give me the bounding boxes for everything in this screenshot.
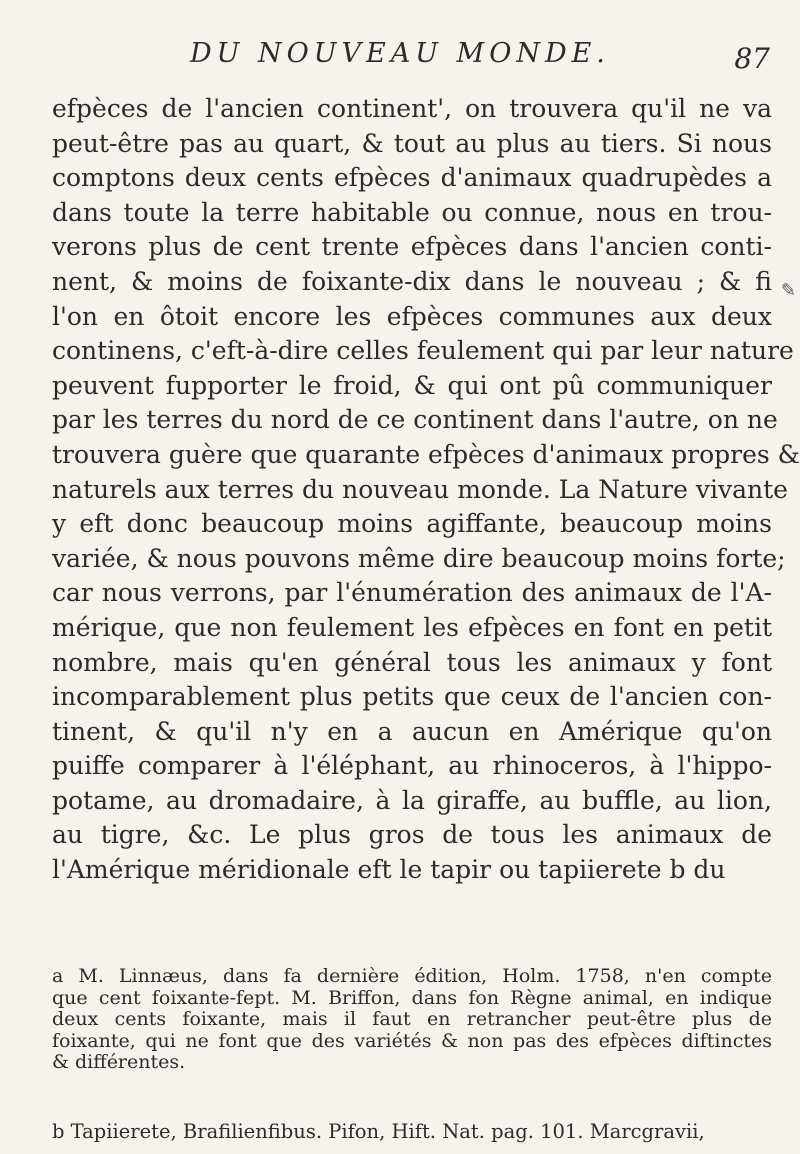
text-line: trouvera guère que quarante efpèces d'animaux propres & (52, 439, 800, 469)
margin-mark-icon: ✎ (780, 280, 796, 301)
text-line: tinent, & qu'il n'y en a aucun en Amérique qu'on (52, 716, 772, 746)
text-line: comptons deux cents efpèces d'animaux quadrupèdes a (52, 163, 772, 193)
text-line: continens, c'eft-à-dire celles feulement qui par leur nature (52, 336, 794, 366)
text-line: mérique, que non feulement les efpèces en font en petit (52, 612, 772, 642)
running-title: DU NOUVEAU MONDE. (190, 38, 610, 69)
text-line: nombre, mais qu'en général tous les animaux y font (52, 647, 772, 677)
page-header (190, 38, 770, 78)
footnote-a (52, 966, 772, 1074)
text-line: au tigre, &c. Le plus gros de tous les animaux de (52, 820, 772, 850)
footnote-line: deux cents foixante, mais il faut en retrancher peut-être plus de (52, 1008, 772, 1031)
text-line: nent, & moins de foixante-dix dans le nouveau ; & fi (52, 266, 772, 296)
text-line: peut-être pas au quart, & tout au plus au tiers. Si nous (52, 128, 772, 158)
main-paragraph (52, 92, 800, 888)
text-line: potame, au dromadaire, à la giraffe, au buffle, au lion, (52, 785, 772, 815)
text-line: efpèces de l'ancien continent', on trouvera qu'il ne va (52, 94, 772, 123)
footnote-line: foixante, qui ne font que des variétés & non pas des efpèces diftinctes (52, 1029, 772, 1052)
text-line: incomparablement plus petits que ceux de l'ancien con- (52, 682, 772, 712)
footnote-line: que cent foixante-fept. M. Briffon, dans fon Règne animal, en indique (52, 986, 772, 1009)
text-line: par les terres du nord de ce continent dans l'autre, on ne (52, 405, 778, 435)
text-line: verons plus de cent trente efpèces dans l'ancien conti- (52, 232, 772, 262)
text-line: l'on en ôtoit encore les efpèces communes aux deux (52, 301, 772, 331)
text-line: l'Amérique méridionale eft le tapir ou tapiierete b du (52, 855, 726, 885)
text-line: naturels aux terres du nouveau monde. La Nature vivante (52, 474, 788, 504)
text-line: y eft donc beaucoup moins agiffante, beaucoup moins (52, 509, 772, 539)
footnote-line: & différentes. (52, 1051, 186, 1074)
text-line: variée, & nous pouvons même dire beaucoup moins forte; (52, 543, 786, 573)
footnote-line: a M. Linnæus, dans fa dernière édition, Holm. 1758, n'en compte (52, 965, 772, 987)
page-number: 87 (734, 42, 770, 75)
text-line: puiffe comparer à l'éléphant, au rhinoceros, à l'hippo- (52, 751, 772, 781)
text-line: dans toute la terre habitable ou connue, nous en trou- (52, 197, 772, 227)
text-line: car nous verrons, par l'énumération des animaux de l'A- (52, 578, 772, 608)
text-line: peuvent fupporter le froid, & qui ont pû communiquer (52, 370, 772, 400)
footnote-b: b Tapiierete, Brafilienfibus. Pifon, Hift. Nat. pag. 101. Marcgravii, (52, 1120, 705, 1143)
